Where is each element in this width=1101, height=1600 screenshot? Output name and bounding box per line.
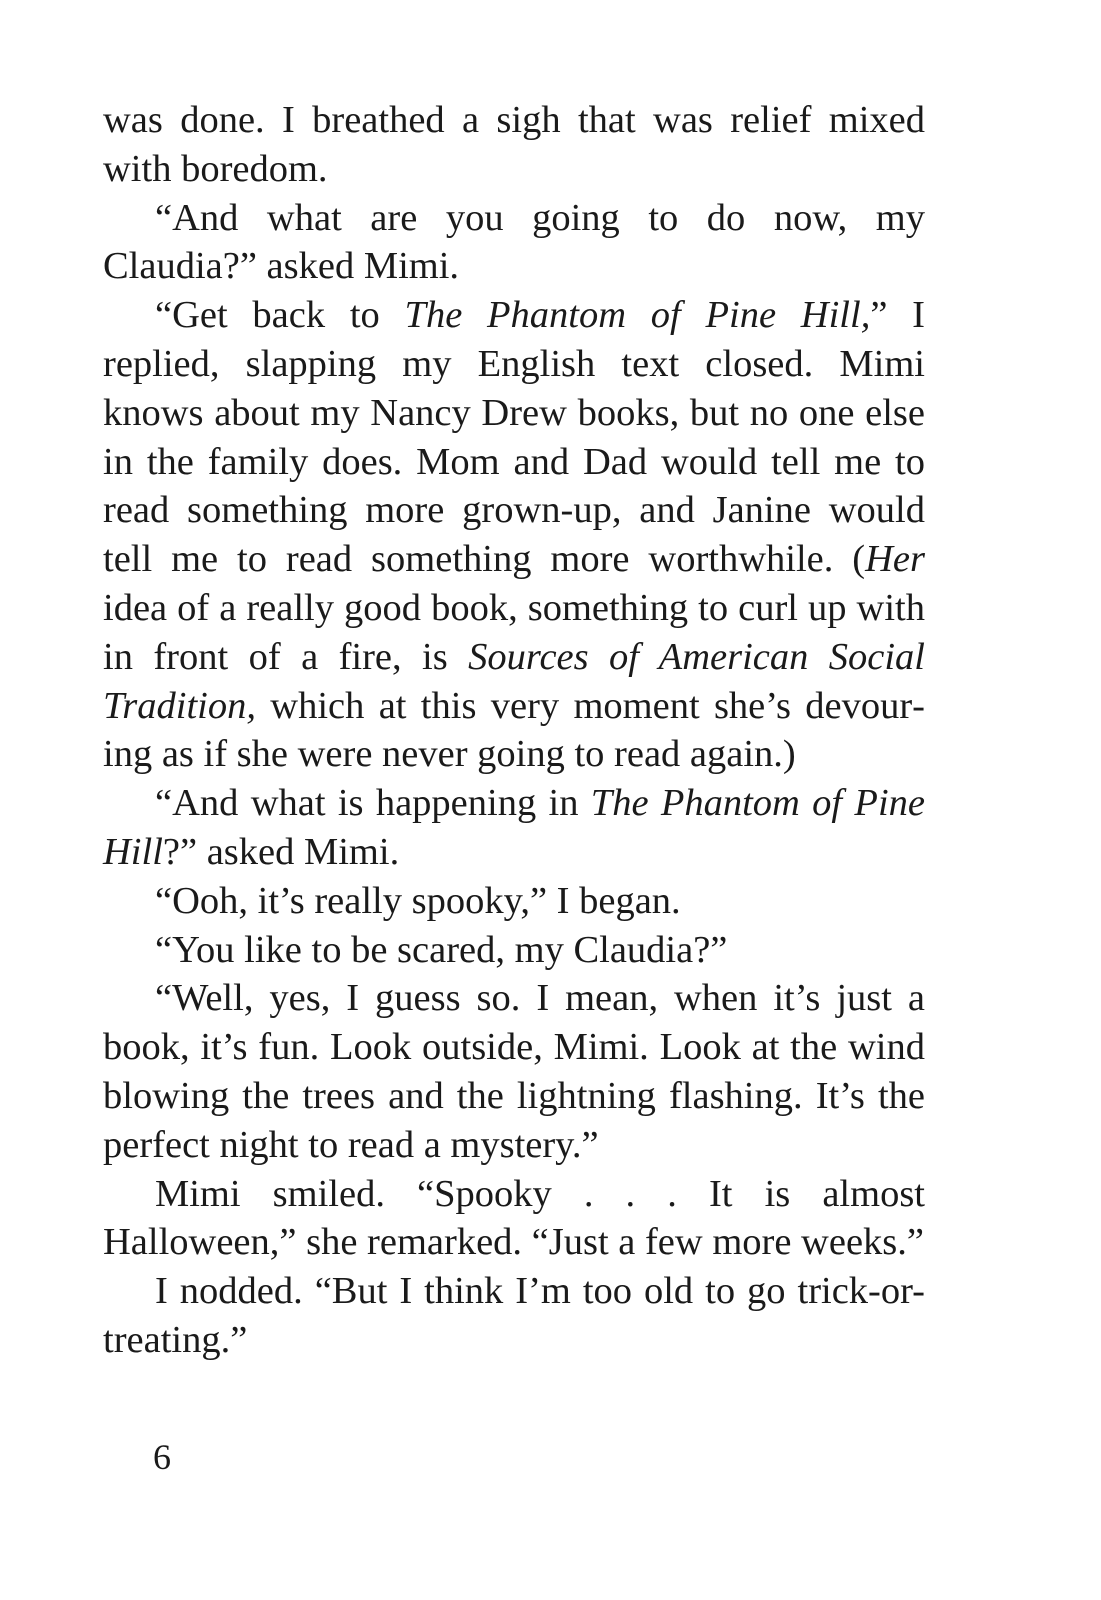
text-run: “And what are you going to do now, my Claudia?” asked Mimi.: [103, 196, 925, 288]
paragraph: [103, 1267, 925, 1365]
text-run: “And what is happening in: [155, 782, 591, 825]
text-run: “You like to be scared, my Claudia?”: [155, 928, 728, 971]
text-run: which at this very moment she’s devouring as if she were never going to read again.): [103, 684, 925, 776]
paragraph: [103, 194, 925, 292]
text-run: Mimi smiled. “Spooky . . . It is almost Halloween,” she remarked. “Just a few more weeks.”: [103, 1172, 925, 1264]
text-run: idea of a really good book, something to curl up with in front of a fire, is: [103, 586, 925, 678]
italic-text: Her: [865, 538, 925, 581]
text-run: I nodded. “But I think I’m too old to go trick-or-treating.”: [103, 1270, 925, 1361]
page-number: 6: [153, 1437, 171, 1477]
paragraph: [103, 926, 925, 975]
text-run: was done. I breathed a sigh that was relief mixed with boredom.: [103, 99, 925, 190]
text-run: “Get back to: [155, 294, 405, 337]
page-body: [103, 96, 925, 1365]
paragraph: [103, 877, 925, 926]
text-run: “Well, yes, I guess so. I mean, when it’s just a book, it’s fun. Look outside, Mimi. Look at the wind blowing the trees and the lightning flashing. It’s the perfect night to read a mystery.”: [103, 977, 925, 1166]
italic-text: The Phantom of Pine Hill: [103, 782, 925, 873]
paragraph: [103, 779, 925, 877]
paragraph: [103, 291, 925, 779]
italic-text: Sources of American Social Tradition,: [103, 635, 925, 727]
text-run: ” I replied, slapping my English text closed. Mimi knows about my Nancy Drew books, but no one else in the family does. Mom and Dad would tell me to read something more grown-up, and Janine would tell me to read something more worthwhile. (: [103, 294, 925, 581]
paragraph: [103, 974, 925, 1169]
paragraph: [103, 96, 925, 194]
paragraph: [103, 1170, 925, 1268]
text-run: “Ooh, it’s really spooky,” I began.: [155, 879, 681, 922]
text-run: ?” asked Mimi.: [162, 830, 400, 873]
italic-text: The Phantom of Pine Hill,: [404, 294, 871, 337]
